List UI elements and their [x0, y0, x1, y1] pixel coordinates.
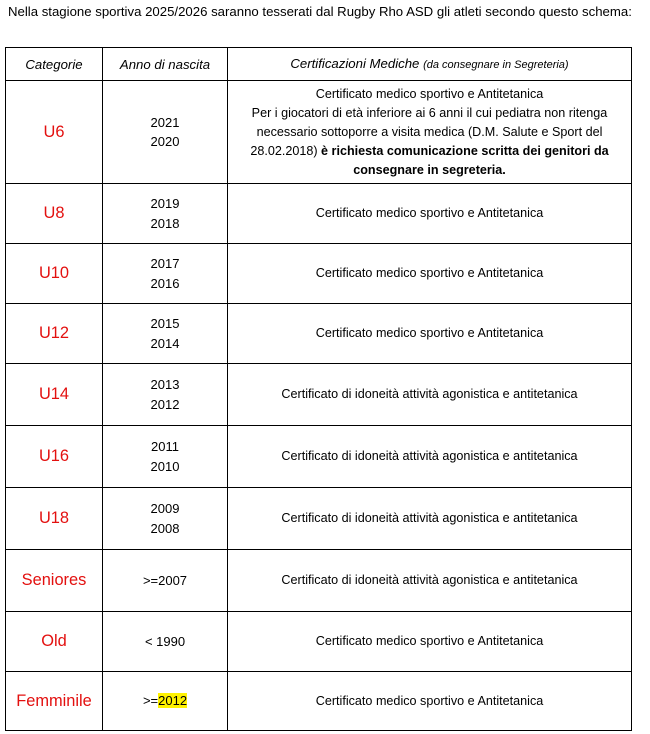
- birth-year: 2008: [150, 520, 180, 536]
- table-row: [6, 364, 632, 426]
- highlighted-birth-year: 2012: [158, 693, 188, 709]
- category-cell: Seniores: [6, 550, 103, 612]
- birth-year-cell: [103, 81, 228, 184]
- category-cell: U12: [6, 304, 103, 364]
- birth-year: 2010: [150, 458, 180, 474]
- category-cell: Femminile: [6, 672, 103, 731]
- birth-year: 2016: [150, 275, 180, 291]
- birth-year: 2020: [150, 134, 180, 149]
- birth-year-cell: [103, 488, 228, 550]
- birth-year: 2019: [150, 196, 180, 211]
- birth-year-prefix: >=: [142, 693, 159, 709]
- table-row: [6, 672, 632, 731]
- certification-cell: Certificato di idoneità attività agonistica e antitetanica: [228, 426, 632, 488]
- birth-year: 2014: [150, 335, 180, 351]
- birth-year-cell: [103, 184, 228, 244]
- certification-line: Per i giocatori di età inferiore ai 6 anni il cui pediatra non ritenga necessario sottoporre a visita medica (D.M. Salute e Sport del 28.02.2018): [250, 105, 608, 158]
- birth-year: 2021: [150, 114, 180, 130]
- certification-cell: Certificato medico sportivo e Antitetanica: [228, 304, 632, 364]
- certification-cell: Certificato di idoneità attività agonistica e antitetanica: [228, 550, 632, 612]
- table-row: [6, 184, 632, 244]
- certification-cell: Certificato di idoneità attività agonistica e antitetanica: [228, 364, 632, 426]
- category-cell: U18: [6, 488, 103, 550]
- table-row: [6, 244, 632, 304]
- birth-year-cell: [103, 426, 228, 488]
- table-row: [6, 488, 632, 550]
- certification-cell: Certificato medico sportivo e Antitetanica: [228, 184, 632, 244]
- birth-year: 2011: [151, 439, 179, 454]
- category-cell: U10: [6, 244, 103, 304]
- table-row: [6, 426, 632, 488]
- table-row: [6, 81, 632, 184]
- header-birth-year: Anno di nascita: [103, 48, 228, 81]
- category-cell: U16: [6, 426, 103, 488]
- intro-text: Nella stagione sportiva 2025/2026 saranno tesserati dal Rugby Rho ASD gli atleti secondo questo schema:: [8, 4, 632, 19]
- certification-cell: Certificato medico sportivo e Antitetanica: [228, 672, 632, 731]
- birth-year-cell: [103, 672, 228, 731]
- birth-year-cell: [103, 364, 228, 426]
- table-header-row: [6, 48, 632, 81]
- birth-year: 2009: [150, 501, 180, 516]
- category-cell: U8: [6, 184, 103, 244]
- category-cell: U6: [6, 81, 103, 184]
- table-row: [6, 612, 632, 672]
- birth-year: < 1990: [144, 633, 186, 649]
- birth-year-cell: [103, 550, 228, 612]
- birth-year-cell: [103, 612, 228, 672]
- birth-year: 2015: [150, 316, 180, 331]
- header-certification-note: (da consegnare in Segreteria): [423, 58, 569, 71]
- certification-line: Certificato medico sportivo e Antitetanica: [315, 86, 544, 101]
- medical-certification-table: [5, 47, 632, 731]
- header-category: Categorie: [6, 48, 103, 81]
- category-cell: U14: [6, 364, 103, 426]
- birth-year: 2018: [150, 215, 180, 231]
- category-cell: Old: [6, 612, 103, 672]
- certification-cell: Certificato medico sportivo e Antitetanica: [228, 244, 632, 304]
- birth-year: 2012: [150, 396, 180, 412]
- certification-cell: Certificato di idoneità attività agonistica e antitetanica: [228, 488, 632, 550]
- table-row: [6, 550, 632, 612]
- birth-year-cell: [103, 244, 228, 304]
- certification-bold-note: è richiesta comunicazione scritta dei genitori da consegnare in segreteria.: [321, 143, 609, 177]
- certification-cell: Certificato medico sportivo e Antitetanica: [228, 612, 632, 672]
- birth-year: 2017: [150, 256, 180, 271]
- certification-cell: [228, 81, 632, 184]
- header-certification-label: Certificazioni Mediche: [290, 55, 420, 71]
- header-certification: [228, 48, 632, 81]
- birth-year: [107, 691, 223, 711]
- birth-year: >=2007: [142, 572, 188, 588]
- table-row: [6, 304, 632, 364]
- birth-year-cell: [103, 304, 228, 364]
- birth-year: 2013: [150, 377, 180, 392]
